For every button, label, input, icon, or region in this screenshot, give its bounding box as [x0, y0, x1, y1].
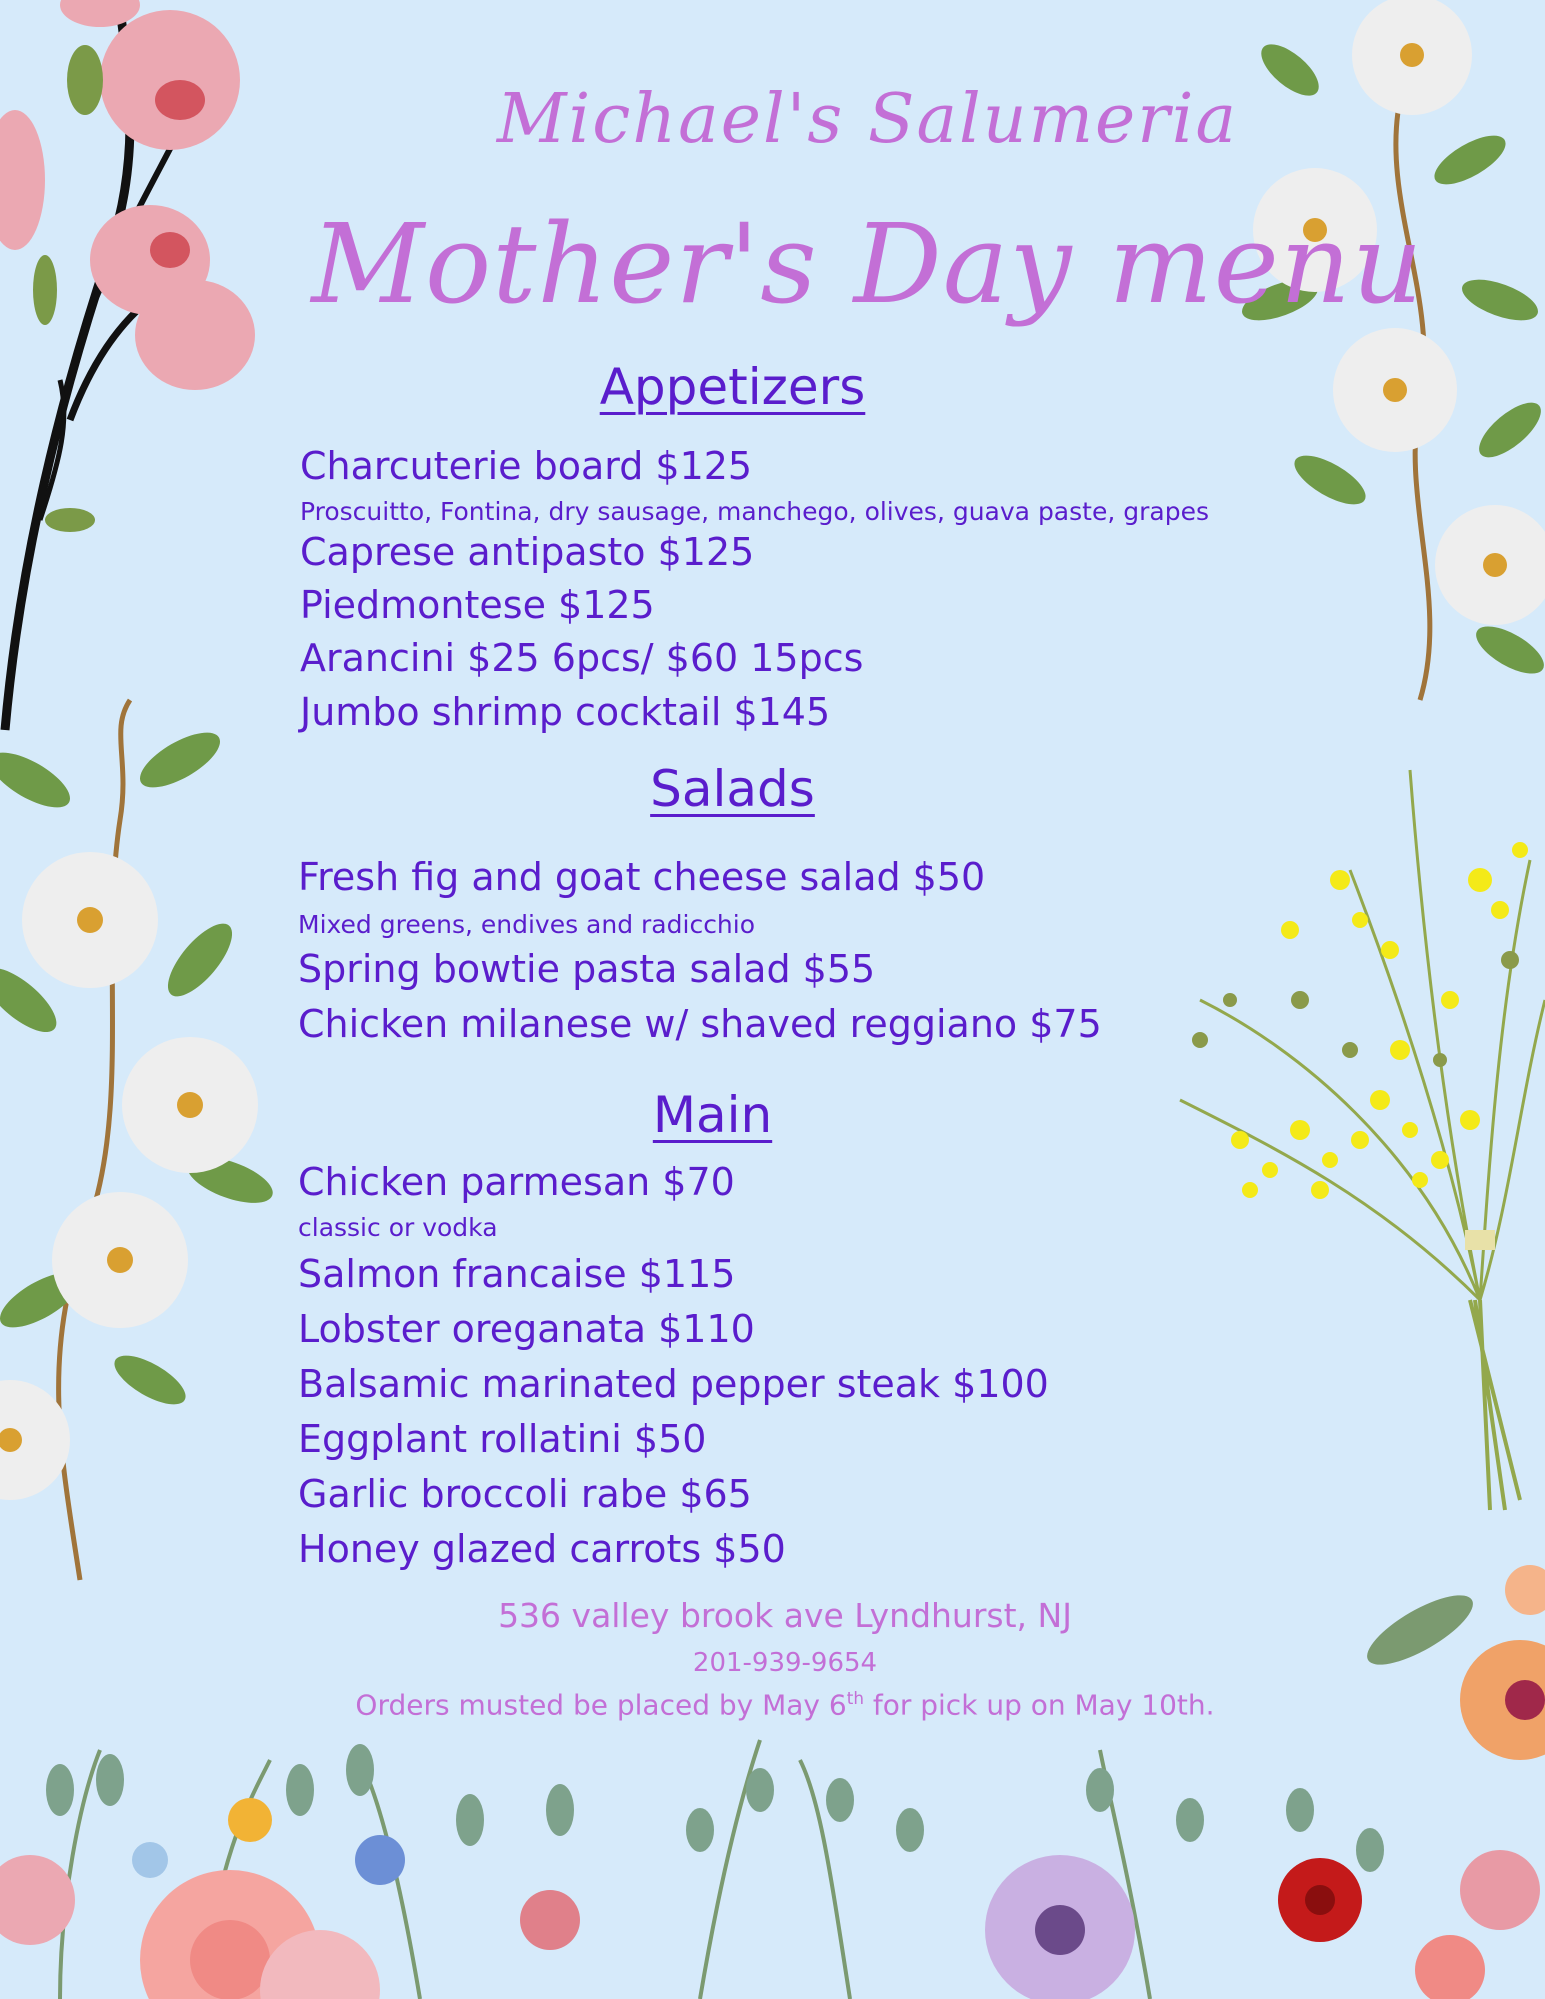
menu-item: Chicken milanese w/ shaved reggiano $75	[298, 1002, 1102, 1046]
order-deadline-note	[0, 1688, 1545, 1721]
menu-item: Spring bowtie pasta salad $55	[298, 947, 876, 991]
menu-title: Mother's Day menu	[311, 200, 1424, 328]
menu-item: Lobster oreganata $110	[298, 1307, 755, 1351]
order-note-text: Orders musted be placed by May 6	[355, 1688, 847, 1722]
menu-item: Eggplant rollatini $50	[298, 1417, 707, 1461]
menu-item: Honey glazed carrots $50	[298, 1527, 786, 1571]
menu-item: Charcuterie board $125	[300, 444, 753, 488]
menu-item: Fresh fig and goat cheese salad $50	[298, 855, 986, 899]
menu-item: Caprese antipasto $125	[300, 530, 755, 574]
appetizers-heading: Appetizers	[599, 358, 866, 416]
store-name: Michael's Salumeria	[496, 80, 1239, 159]
item-description: Mixed greens, endives and radicchio	[298, 910, 756, 939]
order-note-text-end: for pick up on May 10th.	[863, 1688, 1215, 1722]
address: 536 valley brook ave Lyndhurst, NJ	[498, 1596, 1072, 1635]
item-description: Proscuitto, Fontina, dry sausage, manchego, olives, guava paste, grapes	[300, 497, 1209, 526]
order-note-superscript: th	[846, 1688, 864, 1708]
bottom-flower-border	[0, 1740, 1485, 1999]
menu-item: Jumbo shrimp cocktail $145	[300, 690, 831, 734]
main-heading: Main	[652, 1086, 773, 1144]
menu-item: Chicken parmesan $70	[298, 1160, 735, 1204]
item-description: classic or vodka	[298, 1213, 498, 1242]
menu-item: Arancini $25 6pcs/ $60 15pcs	[300, 636, 864, 680]
menu-item: Balsamic marinated pepper steak $100	[298, 1362, 1049, 1406]
salads-heading: Salads	[650, 760, 815, 818]
menu-item: Garlic broccoli rabe $65	[298, 1472, 752, 1516]
phone-number: 201-939-9654	[692, 1648, 878, 1678]
menu-item: Salmon francaise $115	[298, 1252, 736, 1296]
menu-item: Piedmontese $125	[300, 583, 655, 627]
